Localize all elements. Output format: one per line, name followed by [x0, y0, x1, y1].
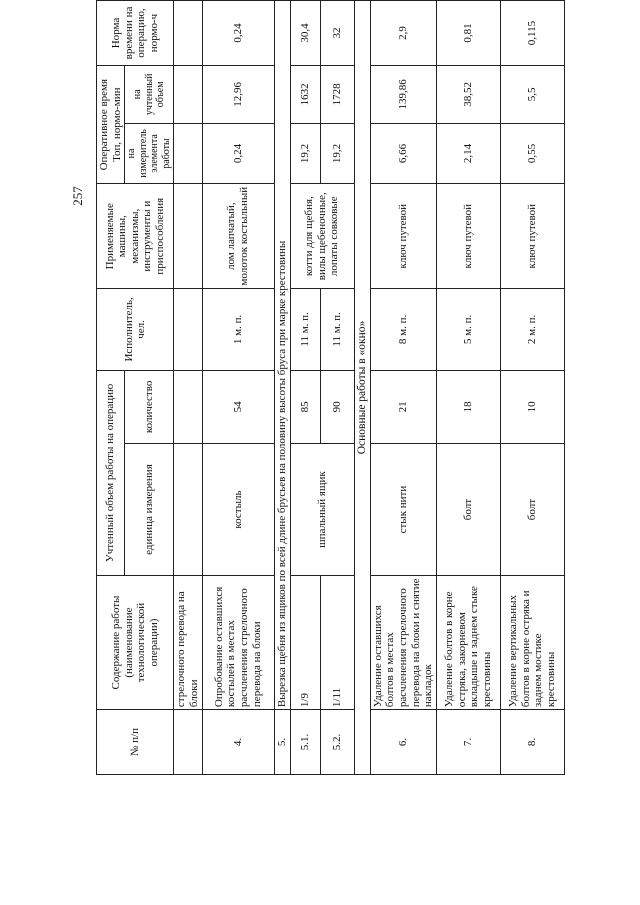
- row-unit: костыль: [202, 444, 274, 576]
- section-title: Основные работы в «окно»: [354, 1, 370, 775]
- row-num: 5.1.: [290, 710, 320, 775]
- row-performer: 1 м. п.: [202, 289, 274, 371]
- row-per-volume: 1728: [320, 66, 354, 124]
- row-content: Удаление оставшихся болтов в местах расчленения стрелочного перевода на блоки и снятие накладок: [370, 576, 436, 710]
- row-num: 5.2.: [320, 710, 354, 775]
- row-norm: 30,4: [290, 1, 320, 66]
- row-unit: болт: [500, 444, 564, 576]
- row-content: Удаление болтов в корне остряка, закорневом вкладыше и заднем стыке крестовины: [436, 576, 500, 710]
- norm-table: [96, 0, 565, 775]
- row-machines: ключ путевой: [500, 184, 564, 289]
- row-per-element: 2,14: [436, 123, 500, 184]
- row-per-volume: 5,5: [500, 66, 564, 124]
- header-machines: Применяемые машины, механизмы, инструменты и приспособления: [97, 184, 174, 289]
- row-performer: 11 м. п.: [320, 289, 354, 371]
- row-per-element: 19,2: [320, 123, 354, 184]
- row-quantity: 21: [370, 370, 436, 443]
- table-row: [320, 1, 354, 775]
- row-norm: 32: [320, 1, 354, 66]
- row-per-volume: 38,52: [436, 66, 500, 124]
- row-per-volume: 139,86: [370, 66, 436, 124]
- row-norm: 0,115: [500, 1, 564, 66]
- table-row: [202, 1, 274, 775]
- row-content: Опробование оставшихся костылей в местах расчленения стрелочного перевода на блоки: [202, 576, 274, 710]
- table-row: [274, 1, 290, 775]
- row-per-element: 0,24: [202, 123, 274, 184]
- row-unit: болт: [436, 444, 500, 576]
- header-per-element: на измеритель элемента работы: [125, 123, 174, 184]
- row-per-element: 19,2: [290, 123, 320, 184]
- norm-table-rotated: [96, 0, 558, 775]
- row-machines: ключ путевой: [436, 184, 500, 289]
- row-num: 6.: [370, 710, 436, 775]
- row-num: 7.: [436, 710, 500, 775]
- row-per-element: 0,55: [500, 123, 564, 184]
- row-num: 4.: [202, 710, 274, 775]
- row-performer: 8 м. п.: [370, 289, 436, 371]
- row-per-volume: 12,96: [202, 66, 274, 124]
- row-per-volume: 1632: [290, 66, 320, 124]
- row-content: Удаление вертикальных болтов в корне остряка и заднем мостике крестовины: [500, 576, 564, 710]
- row-machines: ключ путевой: [370, 184, 436, 289]
- row-machines: котти для щебня, вилы щебеночные, лопаты совковые: [290, 184, 354, 289]
- page-number-text: 257: [70, 186, 85, 206]
- header-optime-group: Оперативное время Топ, нормо-мин: [97, 66, 125, 184]
- row-content: 1/11: [320, 576, 354, 710]
- row-quantity: 54: [202, 370, 274, 443]
- header-num: № п/п: [97, 710, 174, 775]
- row-content: Вырезка щебня из ящиков по всей длине брусьев на половину высоты бруса при марке крестовины: [274, 1, 290, 710]
- page-number: [70, 0, 86, 516]
- table-row: [436, 1, 500, 775]
- row-quantity: 90: [320, 370, 354, 443]
- row-performer: 2 м. п.: [500, 289, 564, 371]
- row-performer: 5 м. п.: [436, 289, 500, 371]
- row-machines: лом лапчатый, молоток костыльный: [202, 184, 274, 289]
- row-norm: 0,24: [202, 1, 274, 66]
- row-norm: 2,9: [370, 1, 436, 66]
- row-norm: 0,81: [436, 1, 500, 66]
- header-quantity: количество: [125, 370, 174, 443]
- row-content: 1/9: [290, 576, 320, 710]
- header-content: Содержание работы (наименование технологической операции): [97, 576, 174, 710]
- header-unit: единица измерения: [125, 444, 174, 576]
- row-unit: шпальный ящик: [290, 444, 354, 576]
- row-quantity: 18: [436, 370, 500, 443]
- header-volume-group: Учтенный объем работы на операцию: [97, 370, 125, 575]
- row-num: 8.: [500, 710, 564, 775]
- table-row: [290, 1, 320, 775]
- header-per-volume: на учтенный объем: [125, 66, 174, 124]
- row-continuation-content: стрелочного перевода на блоки: [174, 576, 202, 710]
- row-num: 5.: [274, 710, 290, 775]
- row-quantity: 10: [500, 370, 564, 443]
- row-quantity: 85: [290, 370, 320, 443]
- table-row: [174, 1, 202, 775]
- header-norm: Норма времени на операцию, нормо-ч: [97, 1, 174, 66]
- row-unit: стык нити: [370, 444, 436, 576]
- section-row: [354, 1, 370, 775]
- row-per-element: 6,66: [370, 123, 436, 184]
- table-row: [370, 1, 436, 775]
- row-performer: 11 м. п.: [290, 289, 320, 371]
- table-row: [500, 1, 564, 775]
- header-performer: Исполнитель, чел.: [97, 289, 174, 371]
